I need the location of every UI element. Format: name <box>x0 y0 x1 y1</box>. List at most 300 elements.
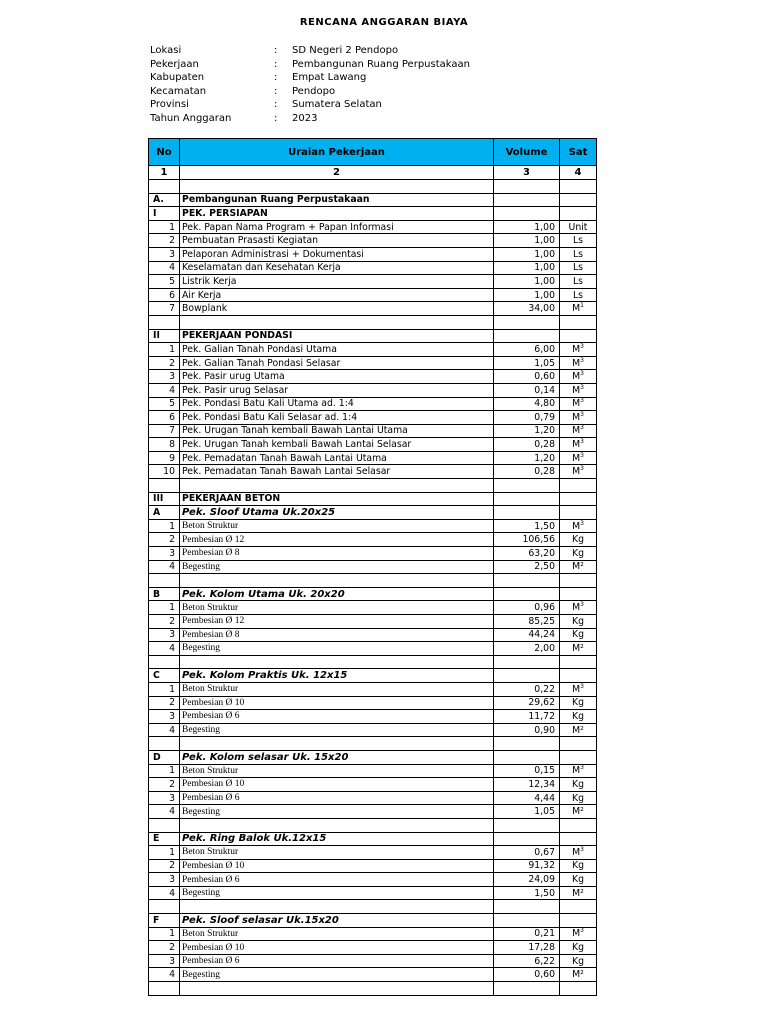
empty-cell <box>180 982 494 996</box>
project-info <box>150 44 470 126</box>
row-number: 6 <box>149 288 180 302</box>
unit-text: Kg <box>572 874 584 886</box>
row-number: 7 <box>149 424 180 438</box>
row-unit <box>560 207 597 221</box>
row-volume: 1,00 <box>494 275 560 289</box>
row-unit <box>560 370 597 384</box>
table-row <box>149 954 597 968</box>
row-unit <box>560 465 597 479</box>
row-number: 1 <box>149 682 180 696</box>
row-number: E <box>149 832 180 846</box>
row-description: Pek. Galian Tanah Pondasi Utama <box>180 343 494 357</box>
row-description: Begesting <box>180 642 494 656</box>
empty-cell <box>149 818 180 832</box>
table-row <box>149 941 597 955</box>
row-number: 2 <box>149 356 180 370</box>
empty-cell <box>560 180 597 194</box>
row-unit <box>560 247 597 261</box>
row-description: Pek. Sloof selasar Uk.15x20 <box>180 914 494 928</box>
row-number: 3 <box>149 710 180 724</box>
table-row <box>149 873 597 887</box>
row-number: 10 <box>149 465 180 479</box>
empty-cell <box>494 180 560 194</box>
row-unit <box>560 710 597 724</box>
row-unit <box>560 914 597 928</box>
table-row <box>149 859 597 873</box>
row-description: Pembesian Ø 6 <box>180 954 494 968</box>
row-unit <box>560 356 597 370</box>
info-colon: : <box>274 45 278 56</box>
row-unit <box>560 533 597 547</box>
row-volume: 0,14 <box>494 383 560 397</box>
row-volume: 91,32 <box>494 859 560 873</box>
section-row <box>149 492 597 506</box>
table-row <box>149 288 597 302</box>
row-number: II <box>149 329 180 343</box>
row-volume: 0,28 <box>494 465 560 479</box>
row-volume <box>494 193 560 207</box>
row-description: Begesting <box>180 560 494 574</box>
row-volume: 1,05 <box>494 356 560 370</box>
budget-table <box>148 138 597 996</box>
empty-cell <box>149 479 180 493</box>
budget-table-container <box>148 138 596 996</box>
column-number: 1 <box>149 166 180 180</box>
info-label: Kecamatan <box>150 85 207 97</box>
row-description: Pelaporan Administrasi + Dokumentasi <box>180 247 494 261</box>
unit-text: Kg <box>572 534 584 546</box>
row-description: Beton Struktur <box>180 846 494 860</box>
row-unit <box>560 275 597 289</box>
unit-exponent: 3 <box>580 342 584 350</box>
unit-text: M <box>572 384 581 396</box>
row-volume: 0,79 <box>494 411 560 425</box>
unit-exponent: 3 <box>580 383 584 391</box>
row-volume: 1,00 <box>494 220 560 234</box>
row-volume: 63,20 <box>494 547 560 561</box>
table-row <box>149 275 597 289</box>
row-description: Pembesian Ø 12 <box>180 615 494 629</box>
blank-row <box>149 315 597 329</box>
unit-exponent: 3 <box>580 845 584 853</box>
row-description: Pembesian Ø 8 <box>180 628 494 642</box>
info-label: Tahun Anggaran <box>150 112 232 124</box>
table-row <box>149 927 597 941</box>
row-unit <box>560 628 597 642</box>
table-row <box>149 302 597 316</box>
empty-cell <box>494 737 560 751</box>
row-number: 1 <box>149 764 180 778</box>
row-description: Begesting <box>180 968 494 982</box>
unit-text: M <box>572 357 581 369</box>
column-number: 4 <box>560 166 597 180</box>
empty-cell <box>180 818 494 832</box>
unit-exponent: 1 <box>580 302 584 310</box>
info-value: Pendopo <box>292 85 336 97</box>
row-number: 4 <box>149 261 180 275</box>
section-row <box>149 329 597 343</box>
row-description: Bowplank <box>180 302 494 316</box>
unit-text: M <box>572 520 581 532</box>
table-row <box>149 438 597 452</box>
subsection-row <box>149 914 597 928</box>
row-number: 5 <box>149 397 180 411</box>
row-unit <box>560 193 597 207</box>
empty-cell <box>494 315 560 329</box>
row-number: 4 <box>149 383 180 397</box>
row-volume: 44,24 <box>494 628 560 642</box>
row-description: Pembuatan Prasasti Kegiatan <box>180 234 494 248</box>
row-volume: 24,09 <box>494 873 560 887</box>
row-volume: 0,90 <box>494 723 560 737</box>
row-description: Pek. Urugan Tanah kembali Bawah Lantai Utama <box>180 424 494 438</box>
row-unit <box>560 383 597 397</box>
row-number: 4 <box>149 723 180 737</box>
unit-exponent: 3 <box>580 601 584 609</box>
blank-row <box>149 479 597 493</box>
header-uraian: Uraian Pekerjaan <box>180 139 494 166</box>
row-unit <box>560 805 597 819</box>
column-number: 3 <box>494 166 560 180</box>
blank-row <box>149 655 597 669</box>
row-description: Pek. Kolom Utama Uk. 20x20 <box>180 587 494 601</box>
row-description: Beton Struktur <box>180 601 494 615</box>
row-volume <box>494 914 560 928</box>
row-unit <box>560 669 597 683</box>
table-row <box>149 710 597 724</box>
row-description: Pembesian Ø 10 <box>180 696 494 710</box>
row-volume: 6,22 <box>494 954 560 968</box>
row-volume: 0,21 <box>494 927 560 941</box>
document-title: RENCANA ANGGARAN BIAYA <box>299 17 469 28</box>
unit-text: Ls <box>572 262 584 274</box>
row-unit <box>560 234 597 248</box>
row-unit <box>560 506 597 520</box>
row-description: Begesting <box>180 886 494 900</box>
row-number: 4 <box>149 560 180 574</box>
row-number: 2 <box>149 859 180 873</box>
table-header-row <box>149 139 597 166</box>
row-volume: 0,15 <box>494 764 560 778</box>
table-row <box>149 696 597 710</box>
subsection-row <box>149 832 597 846</box>
empty-cell <box>494 655 560 669</box>
row-description: Pek. Papan Nama Program + Papan Informasi <box>180 220 494 234</box>
table-row <box>149 682 597 696</box>
row-number: 3 <box>149 791 180 805</box>
row-description: Begesting <box>180 805 494 819</box>
unit-text: Ls <box>572 235 584 247</box>
row-number: 2 <box>149 696 180 710</box>
row-number: 3 <box>149 547 180 561</box>
row-description: Beton Struktur <box>180 519 494 533</box>
unit-text: Ls <box>572 289 584 301</box>
row-unit <box>560 288 597 302</box>
table-row <box>149 370 597 384</box>
row-number: 2 <box>149 615 180 629</box>
row-number: 1 <box>149 343 180 357</box>
table-row <box>149 615 597 629</box>
row-description: Beton Struktur <box>180 927 494 941</box>
empty-cell <box>494 900 560 914</box>
row-volume: 1,50 <box>494 519 560 533</box>
row-volume: 6,00 <box>494 343 560 357</box>
row-unit <box>560 859 597 873</box>
unit-text: Kg <box>572 942 584 954</box>
row-description: Beton Struktur <box>180 764 494 778</box>
row-description: Pembesian Ø 10 <box>180 941 494 955</box>
row-description: Pek. Kolom Praktis Uk. 12x15 <box>180 669 494 683</box>
unit-text: M <box>572 846 581 858</box>
unit-text: Kg <box>572 615 584 627</box>
row-description: Pembesian Ø 6 <box>180 873 494 887</box>
row-description: Pembesian Ø 12 <box>180 533 494 547</box>
row-volume: 29,62 <box>494 696 560 710</box>
row-number: 1 <box>149 846 180 860</box>
row-description: Pek. Kolom selasar Uk. 15x20 <box>180 750 494 764</box>
row-unit <box>560 873 597 887</box>
row-description: Pembesian Ø 8 <box>180 547 494 561</box>
row-number: 3 <box>149 370 180 384</box>
row-number: B <box>149 587 180 601</box>
row-number: 1 <box>149 519 180 533</box>
row-unit <box>560 696 597 710</box>
info-colon: : <box>274 85 278 97</box>
table-row <box>149 411 597 425</box>
row-unit <box>560 642 597 656</box>
row-unit <box>560 927 597 941</box>
row-number: C <box>149 669 180 683</box>
row-number: 4 <box>149 968 180 982</box>
row-description: Keselamatan dan Kesehatan Kerja <box>180 261 494 275</box>
row-unit <box>560 397 597 411</box>
empty-cell <box>560 818 597 832</box>
row-volume: 12,34 <box>494 778 560 792</box>
row-volume: 0,22 <box>494 682 560 696</box>
table-row <box>149 533 597 547</box>
table-row <box>149 723 597 737</box>
row-volume <box>494 750 560 764</box>
unit-text: M <box>572 303 581 315</box>
table-body <box>149 180 597 996</box>
row-unit <box>560 968 597 982</box>
table-row <box>149 247 597 261</box>
row-volume: 0,60 <box>494 968 560 982</box>
table-row <box>149 519 597 533</box>
empty-cell <box>560 982 597 996</box>
row-description: PEKERJAAN BETON <box>180 492 494 506</box>
row-description: Begesting <box>180 723 494 737</box>
empty-cell <box>560 655 597 669</box>
row-description: Pek. Pasir urug Selasar <box>180 383 494 397</box>
row-volume: 0,67 <box>494 846 560 860</box>
header-volume: Volume <box>494 139 560 166</box>
subsection-row <box>149 750 597 764</box>
row-description: Pek. Pondasi Batu Kali Selasar ad. 1:4 <box>180 411 494 425</box>
unit-text: Unit <box>568 221 588 233</box>
table-row <box>149 886 597 900</box>
row-number: F <box>149 914 180 928</box>
row-unit <box>560 329 597 343</box>
unit-text: M <box>572 343 581 355</box>
row-volume: 4,44 <box>494 791 560 805</box>
empty-cell <box>149 982 180 996</box>
empty-cell <box>149 737 180 751</box>
unit-text: M² <box>572 969 584 981</box>
info-label: Provinsi <box>150 99 189 111</box>
empty-cell <box>494 818 560 832</box>
unit-text: M² <box>572 887 584 899</box>
blank-row <box>149 180 597 194</box>
empty-cell <box>180 574 494 588</box>
row-volume: 1,00 <box>494 288 560 302</box>
row-volume <box>494 492 560 506</box>
row-number: D <box>149 750 180 764</box>
row-description: Pembesian Ø 10 <box>180 859 494 873</box>
unit-exponent: 3 <box>580 356 584 364</box>
row-number: 1 <box>149 927 180 941</box>
unit-text: Ls <box>572 248 584 260</box>
row-number: 5 <box>149 275 180 289</box>
column-number-row <box>149 166 597 180</box>
row-number: 4 <box>149 805 180 819</box>
info-colon: : <box>274 58 278 70</box>
row-number: I <box>149 207 180 221</box>
info-row-pekerjaan <box>150 58 470 72</box>
empty-cell <box>180 479 494 493</box>
unit-text: M <box>572 439 581 451</box>
row-description: Air Kerja <box>180 288 494 302</box>
section-row <box>149 193 597 207</box>
row-number: 3 <box>149 954 180 968</box>
table-row <box>149 383 597 397</box>
unit-text: Ls <box>572 275 584 287</box>
row-description: PEKERJAAN PONDASI <box>180 329 494 343</box>
row-unit <box>560 941 597 955</box>
blank-row <box>149 737 597 751</box>
row-unit <box>560 846 597 860</box>
row-description: Pek. Sloof Utama Uk.20x25 <box>180 506 494 520</box>
row-unit <box>560 615 597 629</box>
unit-text: M <box>572 398 581 410</box>
unit-text: Kg <box>572 547 584 559</box>
info-value: 2023 <box>292 112 318 124</box>
row-number: 2 <box>149 941 180 955</box>
row-unit <box>560 750 597 764</box>
blank-row <box>149 982 597 996</box>
unit-exponent: 3 <box>580 410 584 418</box>
unit-text: M <box>572 602 581 614</box>
row-unit <box>560 424 597 438</box>
table-row <box>149 451 597 465</box>
subsection-row <box>149 587 597 601</box>
row-unit <box>560 492 597 506</box>
empty-cell <box>180 180 494 194</box>
row-description: Pek. Pondasi Batu Kali Utama ad. 1:4 <box>180 397 494 411</box>
empty-cell <box>560 479 597 493</box>
row-number: 4 <box>149 642 180 656</box>
empty-cell <box>149 180 180 194</box>
table-row <box>149 234 597 248</box>
row-number: III <box>149 492 180 506</box>
row-unit <box>560 764 597 778</box>
row-description: Pek. Galian Tanah Pondasi Selasar <box>180 356 494 370</box>
unit-text: M <box>572 928 581 940</box>
info-colon: : <box>274 112 278 124</box>
row-description: Pembesian Ø 6 <box>180 791 494 805</box>
info-colon: : <box>274 72 278 84</box>
row-unit <box>560 682 597 696</box>
empty-cell <box>180 315 494 329</box>
row-unit <box>560 220 597 234</box>
row-volume: 1,00 <box>494 234 560 248</box>
unit-exponent: 3 <box>580 424 584 432</box>
table-row <box>149 601 597 615</box>
row-description: Pembesian Ø 10 <box>180 778 494 792</box>
row-volume: 1,00 <box>494 247 560 261</box>
subsection-row <box>149 669 597 683</box>
section-row <box>149 207 597 221</box>
row-description: Pembesian Ø 6 <box>180 710 494 724</box>
row-volume <box>494 587 560 601</box>
info-row-lokasi <box>150 44 470 58</box>
unit-exponent: 3 <box>580 927 584 935</box>
empty-cell <box>560 315 597 329</box>
row-description: Pek. Pemadatan Tanah Bawah Lantai Utama <box>180 451 494 465</box>
row-volume: 1,05 <box>494 805 560 819</box>
row-volume <box>494 832 560 846</box>
info-label: Pekerjaan <box>150 58 199 70</box>
empty-cell <box>149 655 180 669</box>
unit-text: M <box>572 425 581 437</box>
table-row <box>149 424 597 438</box>
row-unit <box>560 778 597 792</box>
empty-cell <box>494 479 560 493</box>
table-row <box>149 778 597 792</box>
row-unit <box>560 547 597 561</box>
empty-cell <box>494 574 560 588</box>
unit-text: Kg <box>572 697 584 709</box>
row-volume: 1,00 <box>494 261 560 275</box>
info-row-kabupaten <box>150 71 470 85</box>
unit-text: M <box>572 765 581 777</box>
row-number: 2 <box>149 778 180 792</box>
row-volume: 2,50 <box>494 560 560 574</box>
unit-text: M <box>572 371 581 383</box>
row-volume <box>494 506 560 520</box>
row-volume: 0,28 <box>494 438 560 452</box>
row-number: 6 <box>149 411 180 425</box>
unit-exponent: 3 <box>580 682 584 690</box>
unit-text: Kg <box>572 710 584 722</box>
table-row <box>149 791 597 805</box>
unit-text: M² <box>572 806 584 818</box>
table-row <box>149 343 597 357</box>
row-unit <box>560 886 597 900</box>
row-unit <box>560 954 597 968</box>
row-volume: 2,00 <box>494 642 560 656</box>
row-number: 3 <box>149 247 180 261</box>
empty-cell <box>149 900 180 914</box>
row-number: 9 <box>149 451 180 465</box>
info-row-kecamatan <box>150 85 470 99</box>
empty-cell <box>180 900 494 914</box>
table-row <box>149 846 597 860</box>
unit-text: Kg <box>572 860 584 872</box>
unit-text: M² <box>572 561 584 573</box>
table-row <box>149 560 597 574</box>
row-number: 7 <box>149 302 180 316</box>
